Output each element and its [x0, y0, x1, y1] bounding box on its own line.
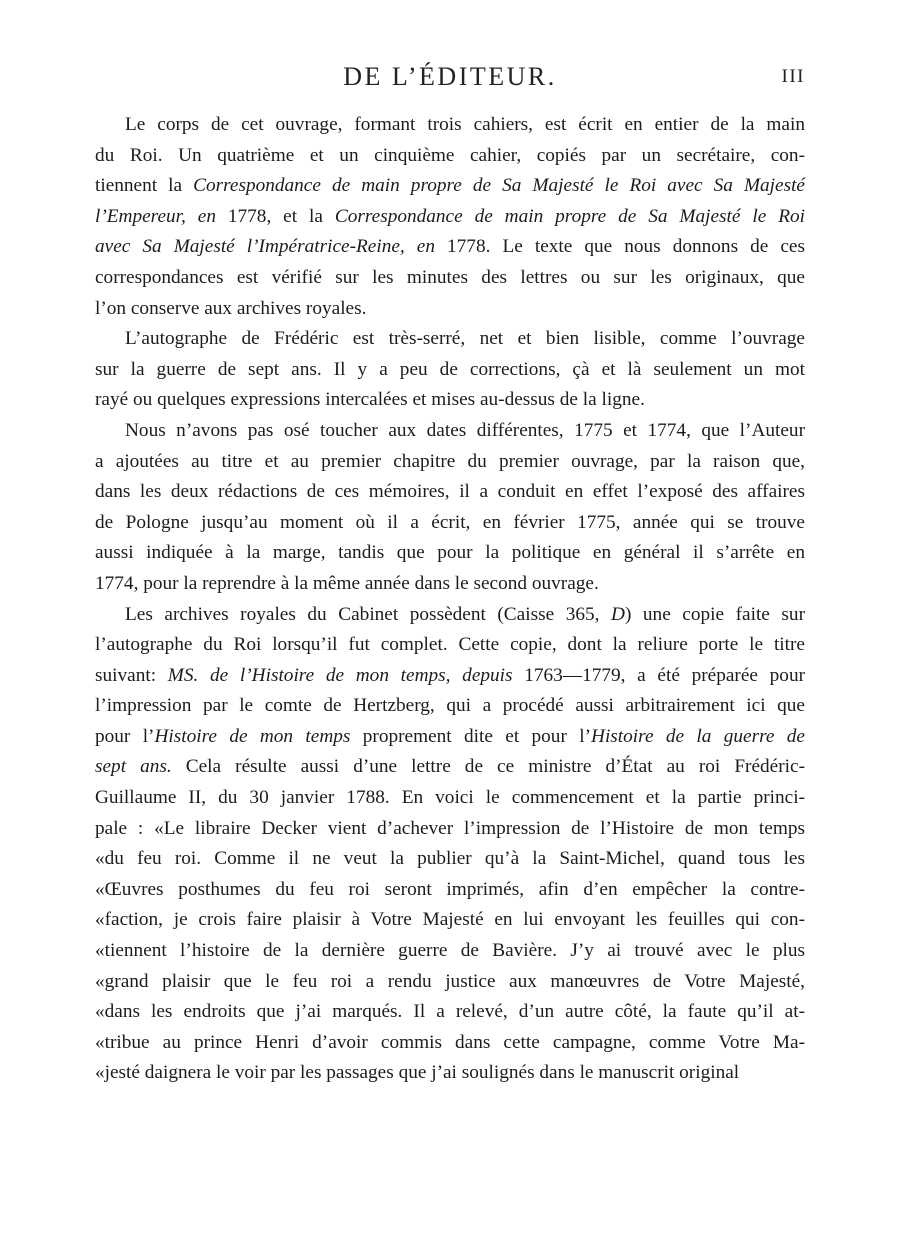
text-line: «jesté daignera le voir par les passages que j’ai soulignés dans le manuscrit original	[95, 1062, 740, 1084]
text-line: sur la guerre de sept ans. Il y a peu de corrections, çà et là seulement un mot	[95, 358, 805, 380]
text-line: du Roi. Un quatrième et un cinquième cahier, copiés par un secrétaire, con-	[95, 144, 805, 166]
text-line: l’autographe du Roi lorsqu’il fut complet. Cette copie, dont la reliure porte le titre	[95, 634, 805, 656]
text-line: Guillaume II, du 30 janvier 1788. En voici le commencement et la partie princi-	[95, 787, 805, 809]
text-line: l’impression par le comte de Hertzberg, qui a procédé aussi arbitrairement ici que	[95, 695, 805, 717]
text-line: rayé ou quelques expressions intercalées et mises au-dessus de la ligne.	[95, 389, 645, 411]
page-number: III	[781, 66, 805, 87]
paragraph	[95, 416, 805, 600]
text-line: sept ans. Cela résulte aussi d’une lettre de ce ministre d’État au roi Frédéric-	[95, 756, 805, 778]
text-line: 1774, pour la reprendre à la même année dans le second ouvrage.	[95, 572, 599, 594]
body-text	[95, 110, 805, 1089]
text-line: dans les deux rédactions de ces mémoires, il a conduit en effet l’exposé des affaires	[95, 481, 805, 503]
text-line: Nous n’avons pas osé toucher aux dates différentes, 1775 et 1774, que l’Auteur	[125, 419, 805, 441]
text-line: Les archives royales du Cabinet possèdent (Caisse 365, D) une copie faite sur	[125, 603, 805, 625]
text-line: tiennent la Correspondance de main propre de Sa Majesté le Roi avec Sa Majesté	[95, 175, 805, 197]
text-line: «faction, je crois faire plaisir à Votre Majesté en lui envoyant les feuilles qui con-	[95, 909, 805, 931]
text-line: «grand plaisir que le feu roi a rendu justice aux manœuvres de Votre Majesté,	[95, 970, 805, 992]
text-line: Le corps de cet ouvrage, formant trois cahiers, est écrit en entier de la main	[125, 114, 805, 135]
text-line: aussi indiquée à la marge, tandis que pour la politique en général il s’arrête en	[95, 542, 805, 564]
text-line: «du feu roi. Comme il ne veut la publier qu’à la Saint-Michel, quand tous les	[95, 848, 805, 870]
text-line: pale : «Le libraire Decker vient d’achever l’impression de l’Histoire de mon temps	[95, 817, 805, 839]
text-line: «tiennent l’histoire de la dernière guerre de Bavière. J’y ai trouvé avec le plus	[95, 940, 805, 962]
paragraph	[95, 600, 805, 1090]
text-line: de Pologne jusqu’au moment où il a écrit, en février 1775, année qui se trouve	[95, 511, 805, 533]
paragraph	[95, 324, 805, 416]
text-line: pour l’Histoire de mon temps proprement dite et pour l’Histoire de la guerre de	[95, 725, 805, 747]
running-head	[95, 62, 805, 98]
text-line: a ajoutées au titre et au premier chapitre du premier ouvrage, par la raison que,	[95, 450, 805, 472]
text-line: «dans les endroits que j’ai marqués. Il a relevé, d’un autre côté, la faute qu’il at-	[95, 1001, 805, 1023]
text-line: «tribue au prince Henri d’avoir commis dans cette campagne, comme Votre Ma-	[95, 1031, 805, 1053]
text-line: «Œuvres posthumes du feu roi seront imprimés, afin d’en empêcher la contre-	[95, 878, 805, 900]
text-line: l’on conserve aux archives royales.	[95, 297, 367, 319]
text-line: suivant: MS. de l’Histoire de mon temps, depuis 1763—1779, a été préparée pour	[95, 664, 806, 686]
text-line: l’Empereur, en 1778, et la Correspondance de main propre de Sa Majesté le Roi	[95, 205, 805, 227]
paragraph	[95, 110, 805, 324]
running-title: DE L’ÉDITEUR.	[343, 62, 557, 91]
text-line: avec Sa Majesté l’Impératrice-Reine, en 1778. Le texte que nous donnons de ces	[95, 236, 805, 258]
text-line: L’autographe de Frédéric est très-serré, net et bien lisible, comme l’ouvrage	[125, 328, 805, 350]
text-line: correspondances est vérifié sur les minutes des lettres ou sur les originaux, que	[95, 266, 805, 288]
